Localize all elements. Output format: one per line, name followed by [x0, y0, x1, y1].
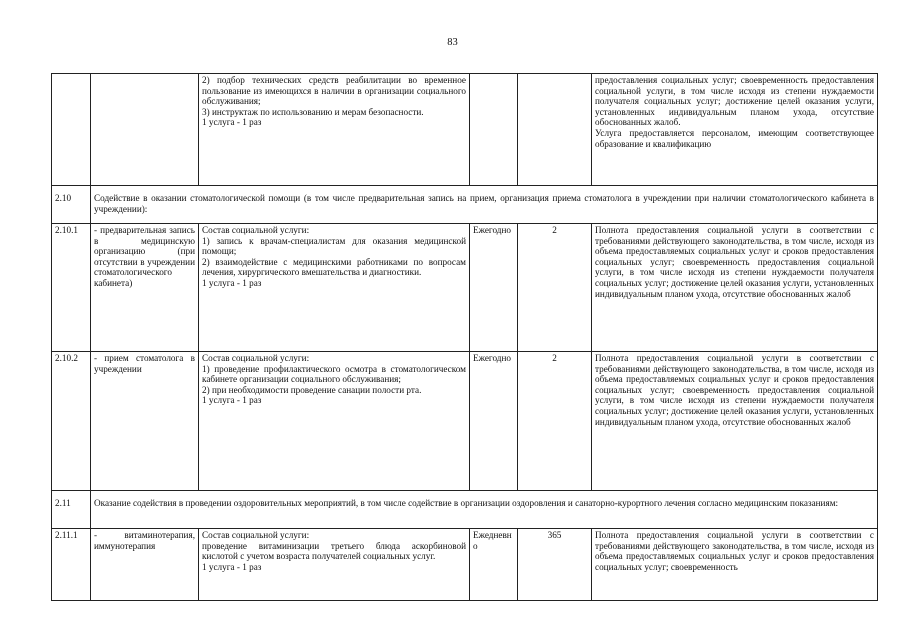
quantity: [518, 74, 592, 186]
quality-paragraph: Услуга предоставляется персоналом, имеющим соответствующее образование и квалификацию: [595, 127, 874, 149]
service-name: [91, 74, 199, 186]
content-line: 2) при необходимости проведение санации полости рта.: [202, 384, 422, 395]
quality-criteria: [592, 529, 878, 601]
service-name: - витаминотерапия, иммунотерапия: [91, 529, 199, 601]
section-number: 2.10: [52, 186, 91, 224]
periodicity: [470, 74, 518, 186]
content-line: 3) инструктаж по использованию и мерам безопасности.: [202, 106, 424, 117]
content-line: 1) проведение профилактического осмотра в стоматологическом кабинете организации социального обслуживания;: [202, 363, 466, 385]
section-row: [52, 491, 878, 529]
quantity: 2: [518, 224, 592, 352]
table-row: [52, 352, 878, 491]
content-line: 1 услуга - 1 раз: [202, 117, 262, 128]
quality-criteria: [592, 224, 878, 352]
service-content: [199, 352, 470, 491]
quality-paragraph: предоставления социальных услуг; своевременность предоставления социальной услуги, в том числе исходя из степени нуждаемости получателя социальных услуг; достижение целей оказания услуги, установленных индивидуальным планом ухода, отсутствие обоснованных жалоб.: [595, 75, 874, 128]
quality-criteria: [592, 352, 878, 491]
quality-paragraph: Полнота предоставления социальной услуги в соответствии с требованиями действующего законодательства, в том числе, исходя из объема предоставляемых социальных услуг и сроков предоставления социальных услуг; своевременность предоставления социальной услуги, в том числе исходя из степени нуждаемости получателя социальных услуг; достижение целей оказания услуги, установленных индивидуальным планом ухода, отсутствие обоснованных жалоб: [595, 353, 874, 427]
table-row: [52, 74, 878, 186]
content-line: 1 услуга - 1 раз: [202, 561, 262, 572]
section-number: 2.11: [52, 491, 91, 529]
content-line: Состав социальной услуги:: [202, 353, 310, 363]
section-title: Содействие в оказании стоматологической помощи (в том числе предварительная запись на прием, организация приема стоматолога в учреждении при наличии стоматологического кабинета в учреждении):: [91, 186, 878, 224]
content-line: проведение витаминизации третьего блюда аскорбиновой кислотой с учетом возраста получателей социальных услуг.: [202, 540, 466, 562]
quantity: 365: [518, 529, 592, 601]
content-line: Состав социальной услуги:: [202, 225, 310, 235]
row-number: 2.10.2: [52, 352, 91, 491]
service-name: - предварительная запись в медицинскую организацию (при отсутствии в учреждении стоматологического кабинета): [91, 224, 199, 352]
table-row: [52, 224, 878, 352]
page-number: 83: [447, 37, 458, 48]
service-name: - прием стоматолога в учреждении: [91, 352, 199, 491]
services-table: [51, 73, 878, 601]
content-line: 1 услуга - 1 раз: [202, 395, 262, 406]
quality-paragraph: Полнота предоставления социальной услуги в соответствии с требованиями действующего законодательства, в том числе, исходя из объема предоставляемых социальных услуг и сроков предоставления социальных услуг; своевременность: [595, 530, 874, 572]
section-title: Оказание содействия в проведении оздоровительных мероприятий, в том числе содействие в организации оздоровления и санаторно-курортного лечения согласно медицинским показаниям:: [91, 491, 878, 529]
quality-criteria: [592, 74, 878, 186]
content-line: 1) запись к врачам-специалистам для оказания медицинской помощи;: [202, 235, 466, 257]
periodicity: Ежедневно: [470, 529, 518, 601]
quality-paragraph: Полнота предоставления социальной услуги в соответствии с требованиями действующего законодательства, в том числе, исходя из объема предоставляемых социальных услуг и сроков предоставления социальных услуг; своевременность предоставления социальной услуги, в том числе исходя из степени нуждаемости получателя социальных услуг; достижение целей оказания услуги, установленных индивидуальным планом ухода, отсутствие обоснованных жалоб: [595, 225, 874, 299]
quantity: 2: [518, 352, 592, 491]
table-row: [52, 529, 878, 601]
service-content: [199, 74, 470, 186]
content-line: Состав социальной услуги:: [202, 530, 310, 540]
content-line: 2) взаимодействие с медицинскими работниками по вопросам лечения, хирургического вмешательства и диагностики.: [202, 256, 466, 278]
content-line: 1 услуга - 1 раз: [202, 277, 262, 288]
service-content: [199, 224, 470, 352]
service-content: [199, 529, 470, 601]
content-line: 2) подбор технических средств реабилитации во временное пользование из имеющихся в наличии в организации социального обслуживания;: [202, 75, 466, 107]
row-number: [52, 74, 91, 186]
row-number: 2.10.1: [52, 224, 91, 352]
periodicity: Ежегодно: [470, 224, 518, 352]
section-row: [52, 186, 878, 224]
periodicity: Ежегодно: [470, 352, 518, 491]
row-number: 2.11.1: [52, 529, 91, 601]
